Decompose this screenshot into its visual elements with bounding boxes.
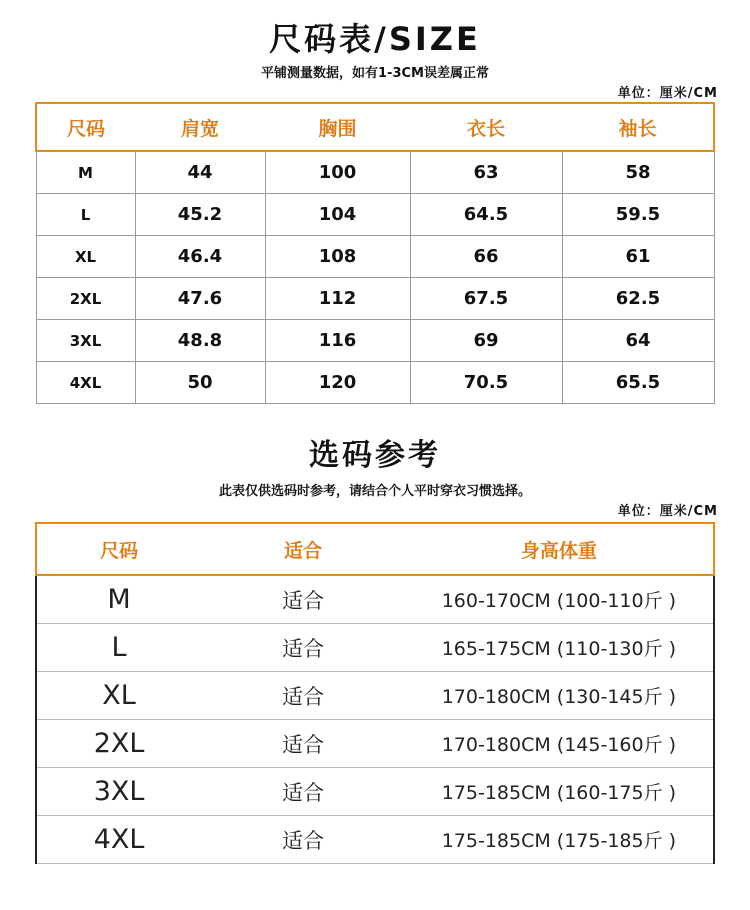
cell-size: 4XL (36, 362, 135, 404)
cell-height-weight: 165-175CM (110-130斤 ) (405, 624, 714, 672)
cell-height-weight: 175-185CM (160-175斤 ) (405, 768, 714, 816)
cell-length: 63 (410, 151, 562, 194)
cell-size: L (36, 194, 135, 236)
cell-fit: 适合 (201, 720, 405, 768)
cell-length: 70.5 (410, 362, 562, 404)
header-length: 衣长 (410, 103, 562, 151)
cell-fit: 适合 (201, 816, 405, 864)
cell-sleeve: 62.5 (562, 278, 714, 320)
cell-size: L (36, 624, 201, 672)
table-row (36, 720, 714, 768)
cell-chest: 112 (265, 278, 410, 320)
size-chart-table (35, 102, 715, 404)
cell-size: 2XL (36, 720, 201, 768)
cell-height-weight: 170-180CM (145-160斤 ) (405, 720, 714, 768)
cell-shoulder: 50 (135, 362, 265, 404)
cell-length: 69 (410, 320, 562, 362)
cell-length: 66 (410, 236, 562, 278)
size-chart-unit: 单位：厘米/CM (617, 86, 718, 101)
cell-size: 3XL (36, 320, 135, 362)
cell-shoulder: 46.4 (135, 236, 265, 278)
cell-sleeve: 64 (562, 320, 714, 362)
cell-height-weight: 175-185CM (175-185斤 ) (405, 816, 714, 864)
cell-shoulder: 45.2 (135, 194, 265, 236)
table-row (36, 278, 714, 320)
cell-length: 67.5 (410, 278, 562, 320)
header-height-weight: 身高体重 (405, 523, 714, 575)
cell-size: M (36, 575, 201, 624)
cell-fit: 适合 (201, 768, 405, 816)
cell-size: 2XL (36, 278, 135, 320)
cell-size: M (36, 151, 135, 194)
cell-chest: 104 (265, 194, 410, 236)
cell-length: 64.5 (410, 194, 562, 236)
cell-shoulder: 47.6 (135, 278, 265, 320)
header-size: 尺码 (36, 103, 135, 151)
size-guide-header-row (36, 523, 714, 575)
cell-height-weight: 170-180CM (130-145斤 ) (405, 672, 714, 720)
table-row (36, 768, 714, 816)
size-guide-table (35, 522, 715, 864)
cell-chest: 116 (265, 320, 410, 362)
table-row (36, 362, 714, 404)
cell-sleeve: 61 (562, 236, 714, 278)
table-row (36, 624, 714, 672)
cell-fit: 适合 (201, 672, 405, 720)
cell-sleeve: 58 (562, 151, 714, 194)
table-row (36, 194, 714, 236)
cell-chest: 120 (265, 362, 410, 404)
cell-sleeve: 65.5 (562, 362, 714, 404)
table-row (36, 575, 714, 624)
cell-chest: 100 (265, 151, 410, 194)
cell-height-weight: 160-170CM (100-110斤 ) (405, 575, 714, 624)
table-row (36, 320, 714, 362)
size-chart-note: 平铺测量数据，如有1-3CM误差属正常 (261, 66, 489, 81)
table-row (36, 151, 714, 194)
table-row (36, 672, 714, 720)
cell-shoulder: 48.8 (135, 320, 265, 362)
cell-size: 4XL (36, 816, 201, 864)
size-guide-note: 此表仅供选码时参考，请结合个人平时穿衣习惯选择。 (218, 484, 531, 499)
header-chest: 胸围 (265, 103, 410, 151)
size-chart-title: 尺码表/SIZE (269, 20, 481, 58)
header-shoulder: 肩宽 (135, 103, 265, 151)
cell-fit: 适合 (201, 575, 405, 624)
size-guide-title: 选码参考 (309, 438, 441, 473)
size-guide-unit: 单位：厘米/CM (617, 504, 718, 519)
table-row (36, 816, 714, 864)
header-size: 尺码 (36, 523, 201, 575)
header-fit: 适合 (201, 523, 405, 575)
cell-size: XL (36, 672, 201, 720)
cell-fit: 适合 (201, 624, 405, 672)
cell-sleeve: 59.5 (562, 194, 714, 236)
cell-chest: 108 (265, 236, 410, 278)
cell-shoulder: 44 (135, 151, 265, 194)
header-sleeve: 袖长 (562, 103, 714, 151)
cell-size: 3XL (36, 768, 201, 816)
table-row (36, 236, 714, 278)
cell-size: XL (36, 236, 135, 278)
size-chart-header-row (36, 103, 714, 151)
